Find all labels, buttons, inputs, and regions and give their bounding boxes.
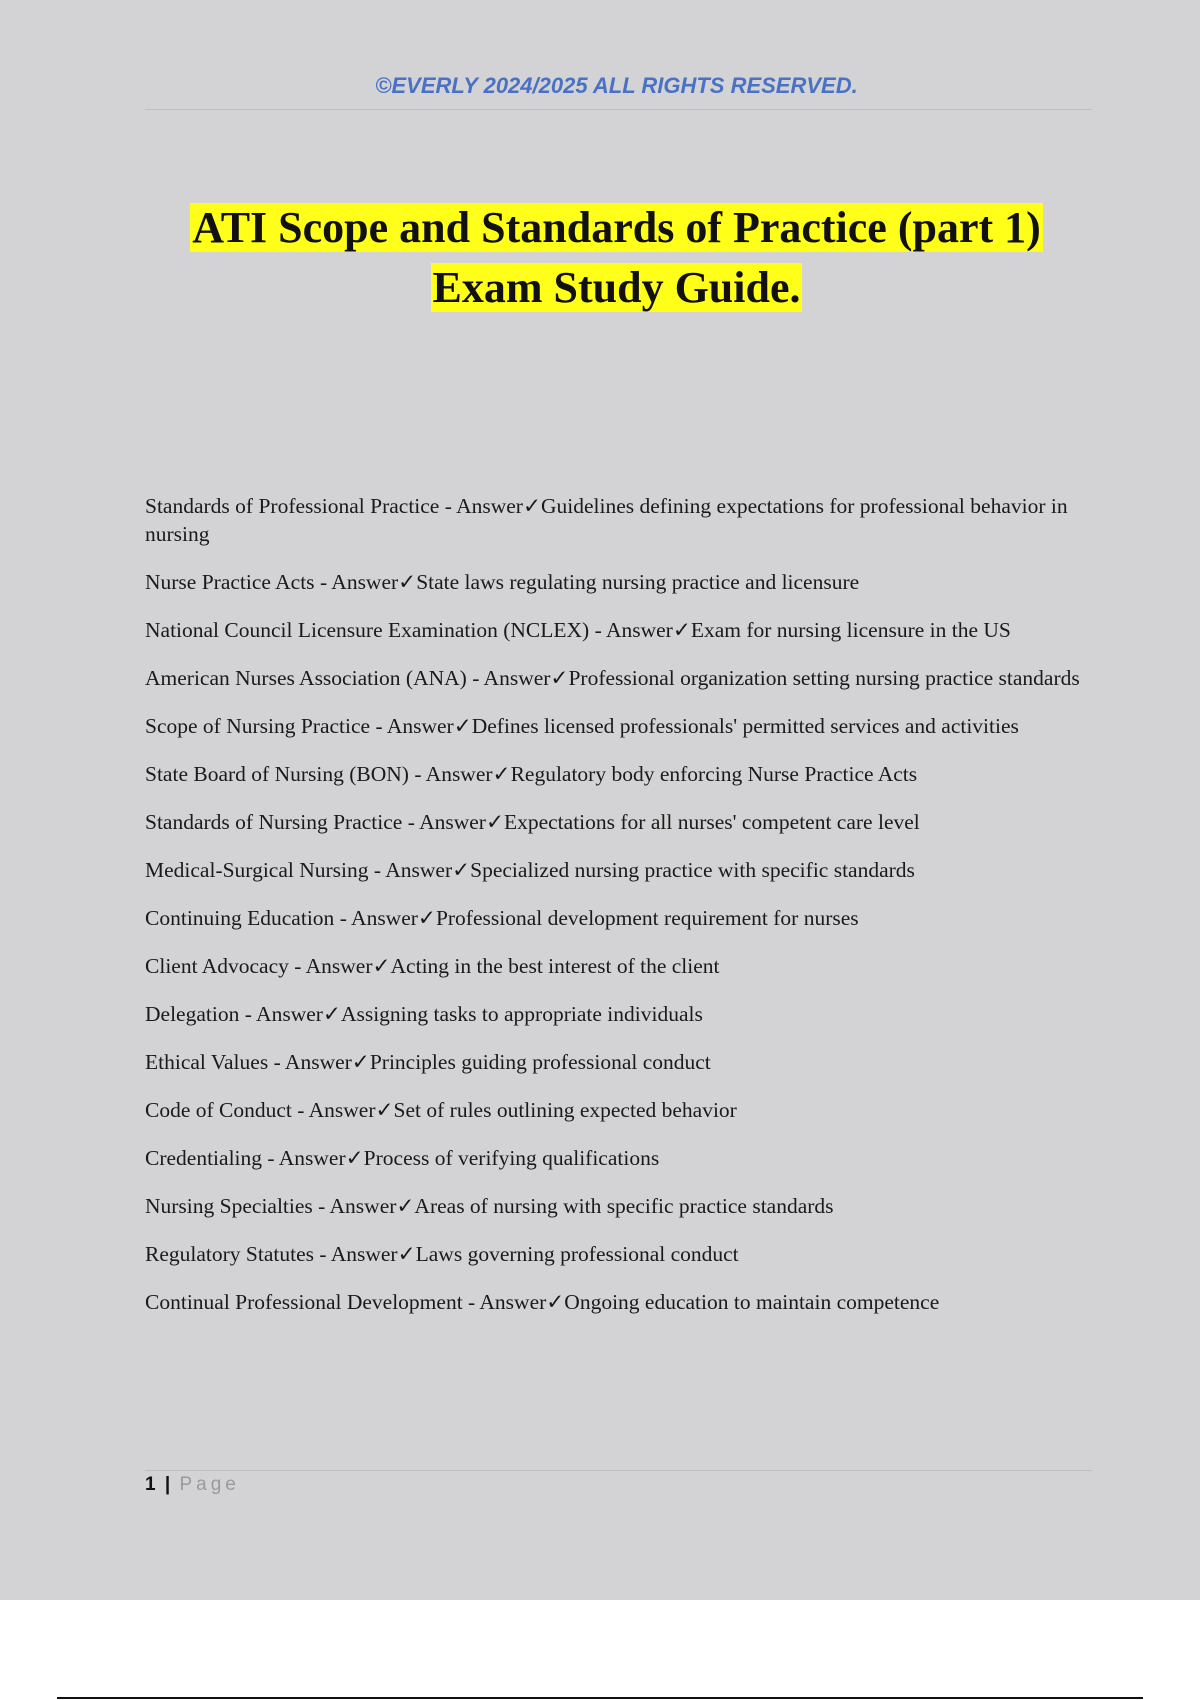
- list-item: [145, 1144, 1095, 1172]
- entry-answer: Areas of nursing with specific practice standards: [414, 1194, 834, 1218]
- entry-answer: Defines licensed professionals' permitted services and activities: [471, 714, 1019, 738]
- entry-term: Code of Conduct: [145, 1098, 292, 1122]
- answer-separator: - Answer✓: [439, 494, 541, 518]
- answer-separator: - Answer✓: [268, 1050, 370, 1074]
- answer-separator: - Answer✓: [462, 1290, 565, 1314]
- answer-separator: - Answer✓: [288, 954, 391, 978]
- entry-answer: Professional organization setting nursing practice standards: [568, 666, 1080, 690]
- entry-term: Continuing Education: [145, 906, 335, 930]
- list-item: [145, 664, 1095, 692]
- entry-term: State Board of Nursing (BON): [145, 762, 409, 786]
- list-item: [145, 1048, 1095, 1076]
- entry-term: Medical-Surgical Nursing: [145, 858, 369, 882]
- list-item: [145, 856, 1095, 884]
- list-item: [145, 616, 1095, 644]
- list-item: [145, 568, 1095, 596]
- page-label: Page: [179, 1474, 240, 1495]
- entry-answer: Acting in the best interest of the client: [390, 954, 720, 978]
- list-item: [145, 1192, 1095, 1220]
- document-title: [0, 198, 1200, 318]
- page-number: 1: [145, 1474, 156, 1495]
- entry-term: National Council Licensure Examination (NCLEX): [145, 618, 590, 642]
- footer-bar: |: [164, 1474, 171, 1495]
- answer-separator: - Answer✓: [239, 1002, 341, 1026]
- study-guide-list: [145, 492, 1095, 1336]
- list-item: [145, 1000, 1095, 1028]
- entry-answer: Set of rules outlining expected behavior: [393, 1098, 737, 1122]
- entry-term: Nurse Practice Acts: [145, 570, 315, 594]
- entry-answer: Expectations for all nurses' competent care level: [503, 810, 920, 834]
- list-item: [145, 1096, 1095, 1124]
- entry-answer: Specialized nursing practice with specific standards: [470, 858, 915, 882]
- entry-term: Standards of Professional Practice: [145, 494, 440, 518]
- entry-term: American Nurses Association (ANA): [145, 666, 467, 690]
- list-item: [145, 712, 1095, 740]
- entry-term: Continual Professional Development: [145, 1290, 463, 1314]
- entry-term: Delegation: [145, 1002, 240, 1026]
- entry-answer: Process of verifying qualifications: [363, 1146, 660, 1170]
- entry-answer: Ongoing education to maintain competence: [564, 1290, 940, 1314]
- answer-separator: - Answer✓: [291, 1098, 394, 1122]
- answer-separator: - Answer✓: [312, 1194, 415, 1218]
- copyright-header: ©EVERLY 2024/2025 ALL RIGHTS RESERVED.: [375, 73, 858, 98]
- answer-separator: - Answer✓: [466, 666, 569, 690]
- entry-term: Standards of Nursing Practice: [145, 810, 403, 834]
- list-item: [145, 1288, 1095, 1316]
- answer-separator: - Answer✓: [314, 570, 417, 594]
- entry-answer: Professional development requirement for nurses: [435, 906, 859, 930]
- title-line-2: Exam Study Guide.: [432, 263, 801, 312]
- entry-answer: Principles guiding professional conduct: [369, 1050, 711, 1074]
- entry-answer: State laws regulating nursing practice and licensure: [416, 570, 860, 594]
- list-item: [145, 904, 1095, 932]
- answer-separator: - Answer✓: [334, 906, 436, 930]
- bottom-divider: [57, 1697, 1143, 1699]
- entry-answer: Exam for nursing licensure in the US: [690, 618, 1011, 642]
- entry-term: Scope of Nursing Practice: [145, 714, 371, 738]
- page-footer: [145, 1474, 240, 1496]
- footer-divider: [145, 1470, 1092, 1471]
- answer-separator: - Answer✓: [314, 1242, 416, 1266]
- entry-answer: Guidelines defining expectations for professional behavior in nursing: [145, 494, 1068, 546]
- entry-term: Ethical Values: [145, 1050, 269, 1074]
- list-item: [145, 492, 1095, 548]
- answer-separator: - Answer✓: [370, 714, 472, 738]
- answer-separator: - Answer✓: [402, 810, 504, 834]
- list-item: [145, 808, 1095, 836]
- entry-term: Nursing Specialties: [145, 1194, 313, 1218]
- answer-separator: - Answer✓: [262, 1146, 364, 1170]
- entry-term: Regulatory Statutes: [145, 1242, 314, 1266]
- entry-answer: Regulatory body enforcing Nurse Practice Acts: [510, 762, 918, 786]
- title-line-1: ATI Scope and Standards of Practice (part 1): [192, 203, 1041, 252]
- answer-separator: - Answer✓: [589, 618, 691, 642]
- list-item: [145, 760, 1095, 788]
- header-divider: [145, 109, 1092, 110]
- answer-separator: - Answer✓: [368, 858, 471, 882]
- entry-term: Client Advocacy: [145, 954, 289, 978]
- entry-answer: Laws governing professional conduct: [415, 1242, 739, 1266]
- entry-term: Credentialing: [145, 1146, 263, 1170]
- entry-answer: Assigning tasks to appropriate individuals: [340, 1002, 703, 1026]
- list-item: [145, 952, 1095, 980]
- answer-separator: - Answer✓: [408, 762, 511, 786]
- list-item: [145, 1240, 1095, 1268]
